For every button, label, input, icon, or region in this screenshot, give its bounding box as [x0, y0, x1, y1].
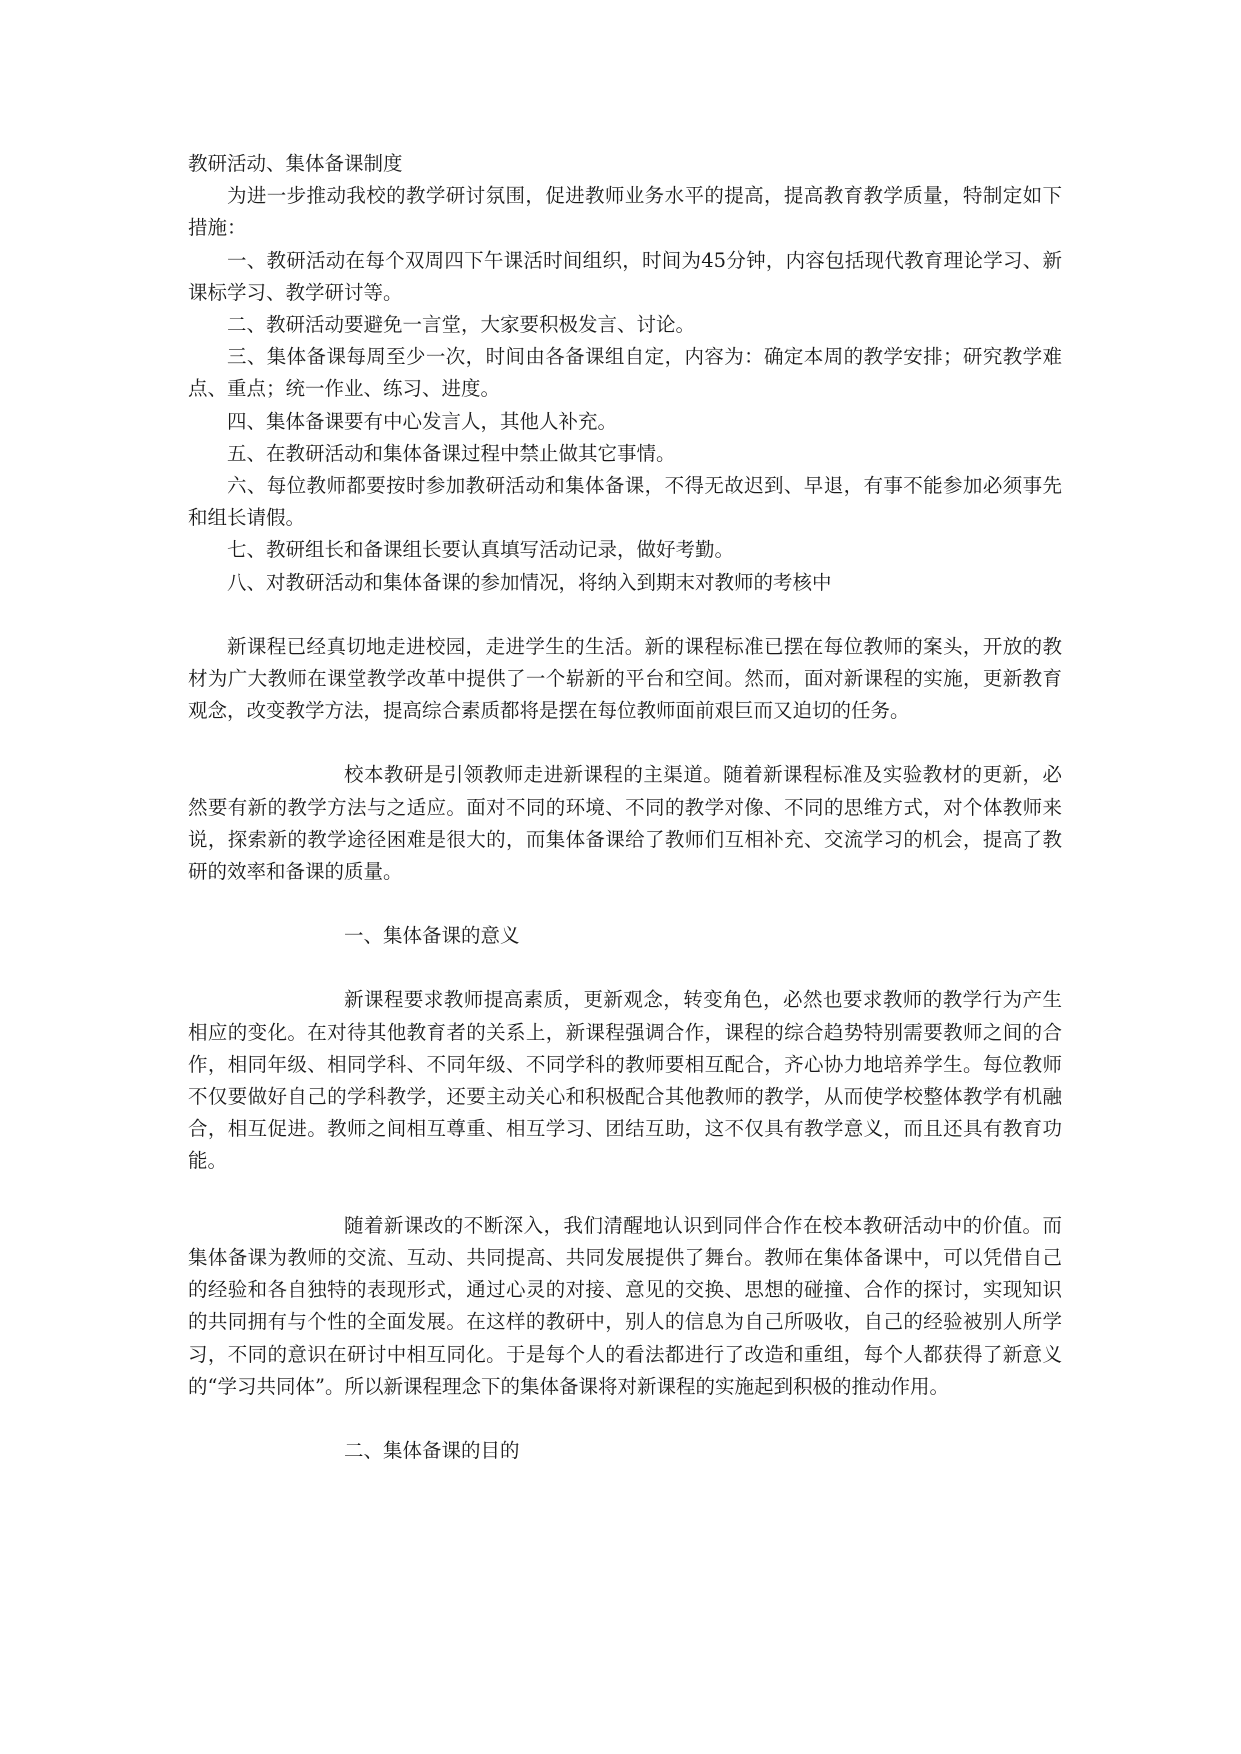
document-title: 教研活动、集体备课制度	[188, 152, 403, 175]
body-paragraph: 新课程已经真切地走进校园，走进学生的生活。新的课程标准已摆在每位教师的案头，开放的教材为广大教师在课堂教学改革中提供了一个崭新的平台和空间。然而，面对新课程的实施，更新教育观念，改变教学方法，提高综合素质都将是摆在每位教师面前艰巨而又迫切的任务。	[188, 634, 1062, 723]
spacer	[188, 727, 1062, 759]
rule-item: 二、教研活动要避免一言堂，大家要积极发言、讨论。	[227, 313, 696, 337]
rule-item: 五、在教研活动和集体备课过程中禁止做其它事情。	[227, 441, 676, 465]
rule-item: 六、每位教师都要按时参加教研活动和集体备课，不得无故迟到、早退，有事不能参加必须事先和组长请假。	[188, 474, 1062, 530]
rule-item: 四、集体备课要有中心发言人，其他人补充。	[227, 409, 618, 433]
body-paragraph: 随着新课改的不断深入，我们清醒地认识到同伴合作在校本教研活动中的价值。而集体备课为教师的交流、互动、共同提高、共同发展提供了舞台。教师在集体备课中，可以凭借自己的经验和各自独特的表现形式，通过心灵的对接、意见的交换、思想的碰撞、合作的探讨，实现知识的共同拥有与个性的全面发展。在这样的教研中，别人的信息为自己所吸收，自己的经验被别人所学习，不同的意识在研讨中相互同化。于是每个人的看法都进行了改造和重组，每个人都获得了新意义的“学习共同体”。所以新课程理念下的集体备课将对新课程的实施起到积极的推动作用。	[188, 1213, 1062, 1398]
rule-item: 一、教研活动在每个双周四下午课活时间组织，时间为45分钟，内容包括现代教育理论学习、新课标学习、教学研讨等。	[188, 248, 1062, 304]
document-body	[188, 148, 1062, 1467]
spacer	[188, 1178, 1062, 1210]
spacer	[188, 952, 1062, 984]
section-heading: 二、集体备课的目的	[344, 1438, 520, 1462]
intro-paragraph: 为进一步推动我校的教学研讨氛围，促进教师业务水平的提高，提高教育教学质量，特制定如下措施：	[188, 184, 1062, 240]
spacer	[188, 599, 1062, 631]
rule-item: 三、集体备课每周至少一次，时间由各备课组自定，内容为：确定本周的教学安排；研究教学难点、重点；统一作业、练习、进度。	[188, 345, 1062, 401]
section-heading: 一、集体备课的意义	[344, 924, 520, 948]
spacer	[188, 888, 1062, 920]
body-paragraph: 新课程要求教师提高素质，更新观念，转变角色，必然也要求教师的教学行为产生相应的变化。在对待其他教育者的关系上，新课程强调合作，课程的综合趋势特别需要教师之间的合作，相同年级、相同学科、不同年级、不同学科的教师要相互配合，齐心协力地培养学生。每位教师不仅要做好自己的学科教学，还要主动关心和积极配合其他教师的教学，从而使学校整体教学有机融合，相互促进。教师之间相互尊重、相互学习、团结互助，这不仅具有教学意义，而且还具有教育功能。	[188, 988, 1062, 1173]
rule-item: 八、对教研活动和集体备课的参加情况，将纳入到期末对教师的考核中	[227, 570, 832, 594]
spacer	[188, 1403, 1062, 1435]
body-paragraph: 校本教研是引领教师走进新课程的主渠道。随着新课程标准及实验教材的更新，必然要有新的教学方法与之适应。面对不同的环境、不同的教学对像、不同的思维方式，对个体教师来说，探索新的教学途径困难是很大的，而集体备课给了教师们互相补充、交流学习的机会，提高了教研的效率和备课的质量。	[188, 763, 1062, 884]
rule-item: 七、教研组长和备课组长要认真填写活动记录，做好考勤。	[227, 538, 735, 562]
